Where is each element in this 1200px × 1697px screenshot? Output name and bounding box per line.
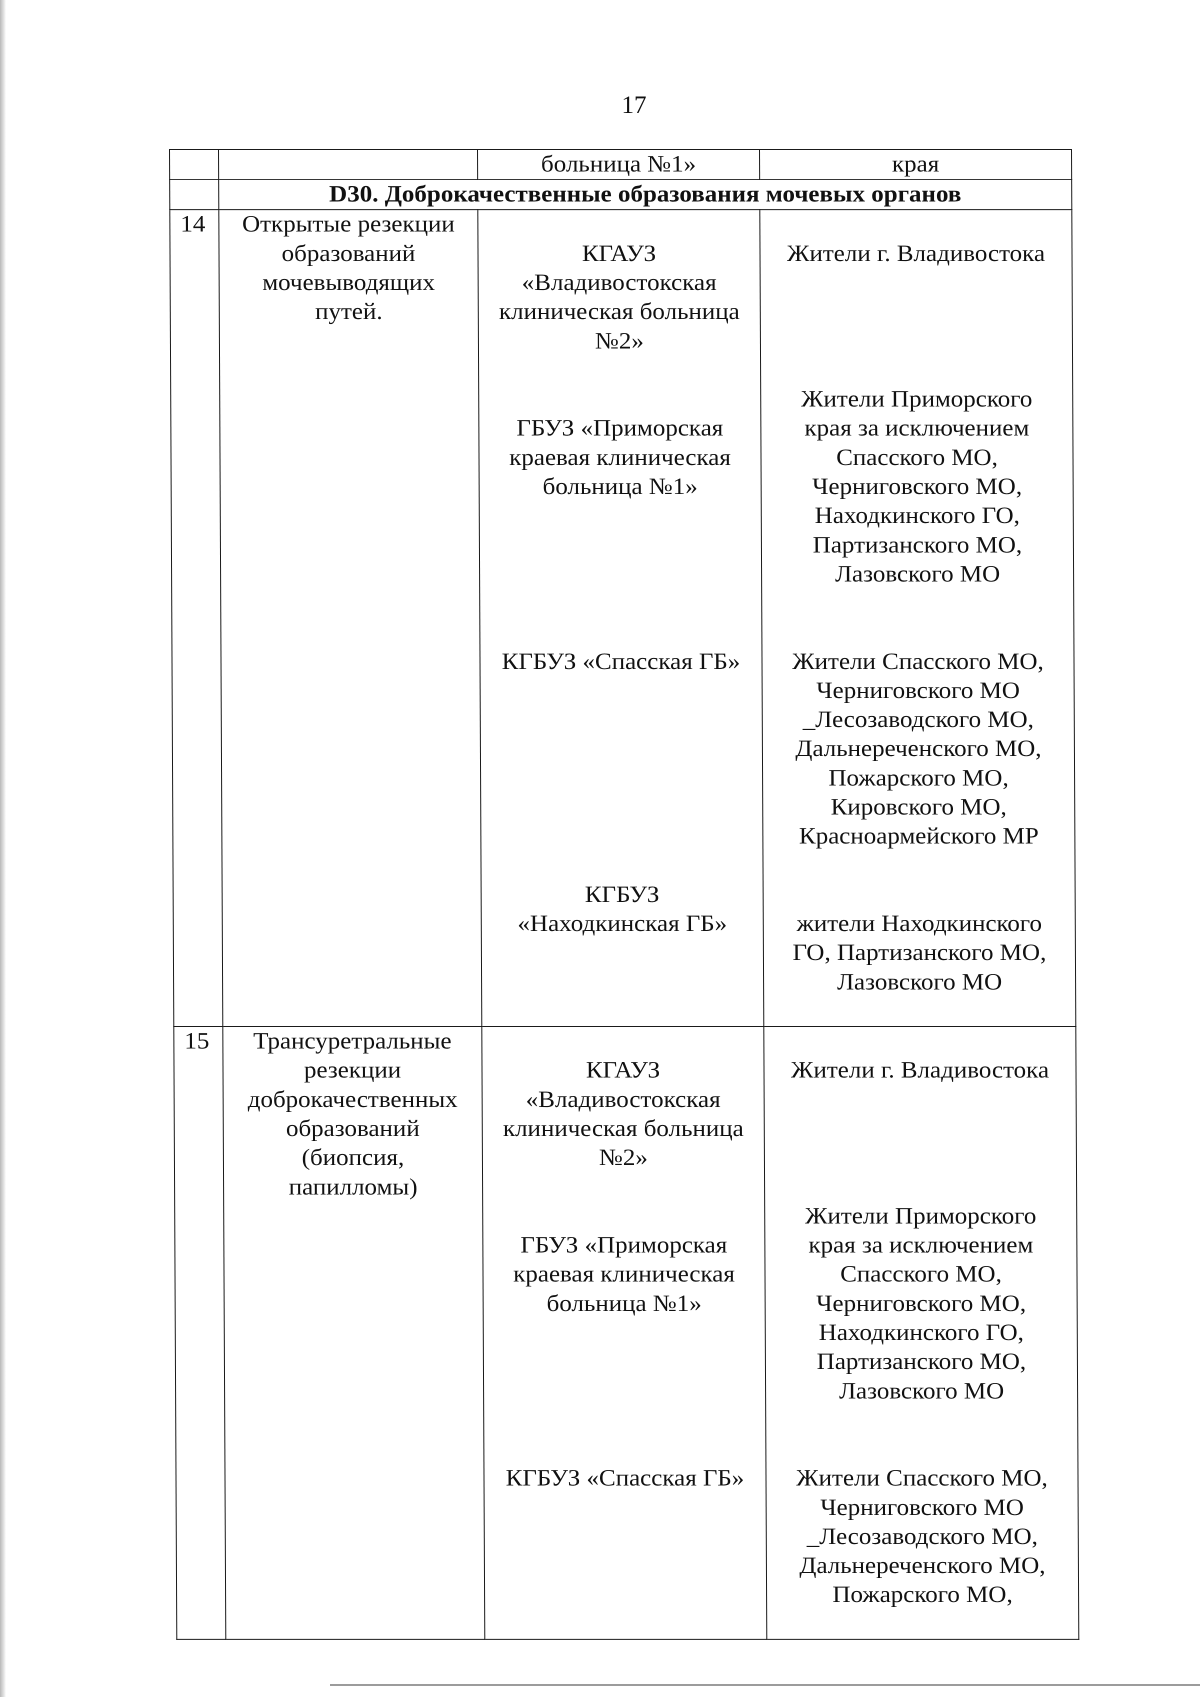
row-number-cell	[170, 149, 219, 179]
table-row-section	[170, 180, 1072, 210]
institution-entry: КГБУЗ «Находкинская ГБ»	[517, 882, 728, 937]
institution-entry: ГБУЗ «Приморская краевая клиническая больница №1»	[513, 1232, 735, 1404]
residents-entry: Жители Спасского МО, Черниговского МО _Лесозаводского МО, Дальнереченского МО, Пожарского МО, Кировского МО, Красноармейского МР	[792, 649, 1044, 850]
row-number-cell: 14	[170, 210, 223, 1027]
table-row-continuation	[170, 149, 1072, 179]
institution-entry: ГБУЗ «Приморская краевая клиническая больница №1»	[509, 415, 731, 588]
institution-entry: КГАУЗ «Владивостокская клиническая больница №2»	[498, 241, 740, 354]
procedure-name-cell: Открытые резекции образований мочевыводящих путей.	[219, 210, 482, 1027]
residents-entry: Жители Спасского МО, Черниговского МО _Лесозаводского МО, Дальнереченского МО, Пожарского МО,	[796, 1465, 1048, 1608]
institution-entry: КГБУЗ «Спасская ГБ»	[505, 1465, 745, 1579]
institution-cell: больница №1»	[478, 149, 760, 179]
row-number-cell: 15	[174, 1026, 226, 1639]
procedure-name-cell: Трансуретральные резекции доброкачественных образований (биопсия, папилломы)	[223, 1026, 485, 1639]
scan-left-edge-shadow	[0, 0, 6, 1697]
table-row	[170, 210, 1076, 1027]
table-row	[174, 1026, 1079, 1639]
services-table	[169, 149, 1079, 1640]
scan-bottom-edge	[330, 1684, 1200, 1686]
residents-entry: Жители г. Владивостока	[786, 241, 1046, 325]
page-number: 17	[621, 92, 647, 119]
institution-cell	[482, 1026, 767, 1639]
institution-cell	[478, 210, 764, 1027]
section-title-cell: D30. Доброкачественные образования мочевых органов	[219, 180, 1072, 210]
row-number-cell	[170, 180, 219, 210]
residents-entry: жители Находкинского ГО, Партизанского МО, Лазовского МО	[792, 911, 1047, 995]
institution-entry: КГАУЗ «Владивостокская клиническая больница №2»	[502, 1057, 744, 1171]
institution-entry: КГБУЗ «Спасская ГБ»	[501, 649, 741, 821]
residents-cell	[764, 1026, 1079, 1639]
procedure-name-cell	[219, 149, 478, 179]
residents-entry: Жители Приморского края за исключением Спасского МО, Черниговского МО, Находкинского ГО, Партизанского МО, Лазовского МО	[805, 1203, 1037, 1404]
residents-entry: Жители г. Владивостока	[790, 1057, 1050, 1142]
residents-cell: края	[760, 149, 1072, 179]
residents-entry: Жители Приморского края за исключением Спасского МО, Черниговского МО, Находкинского ГО, Партизанского МО, Лазовского МО	[801, 386, 1033, 588]
residents-cell	[760, 210, 1076, 1027]
